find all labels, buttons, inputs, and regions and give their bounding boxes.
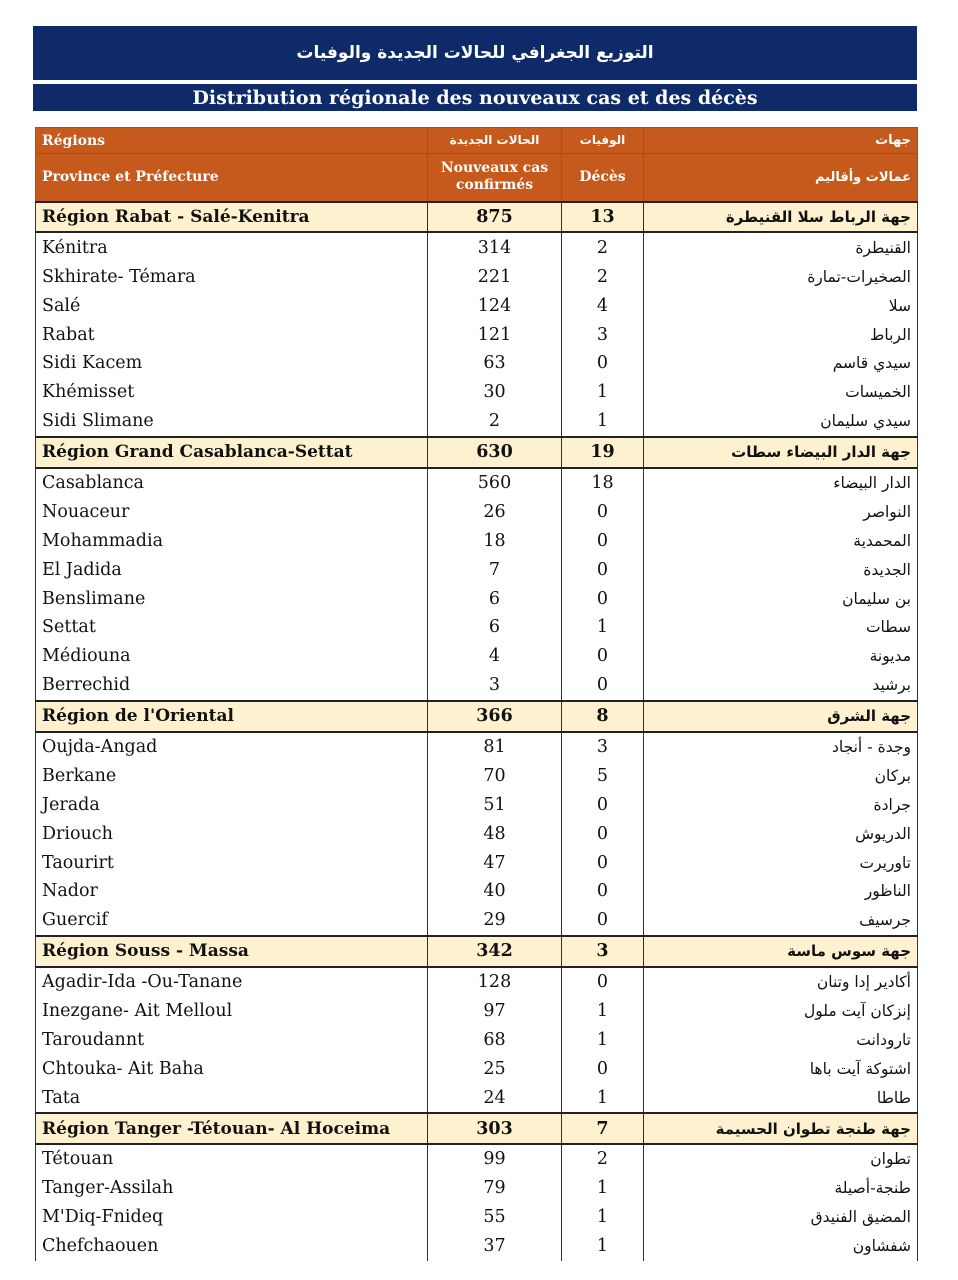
header-regions-ar: جهات [644,128,918,154]
name-ar-cell: جرادة [644,790,918,819]
name-ar-cell: طنجة-أصيلة [644,1174,918,1203]
province-row [36,906,918,936]
new-cases-cell: 70 [428,761,562,790]
province-row [36,819,918,848]
new-cases-cell: 51 [428,790,562,819]
province-row [36,790,918,819]
new-cases-cell: 26 [428,497,562,526]
province-row [36,584,918,613]
name-fr-cell: M'Diq-Fnideq [36,1203,428,1232]
province-row [36,1083,918,1113]
deaths-cell: 0 [562,877,644,906]
deaths-cell: 5 [562,761,644,790]
province-row [36,1174,918,1203]
name-fr-cell: Khémisset [36,378,428,407]
region-row [36,1113,918,1144]
name-ar-cell: تطوان [644,1144,918,1174]
deaths-cell: 7 [562,1113,644,1144]
name-ar-cell: برشيد [644,671,918,701]
province-row [36,1054,918,1083]
name-ar-cell: وجدة - أنجاد [644,732,918,762]
deaths-cell: 0 [562,584,644,613]
name-fr-cell: Tata [36,1083,428,1113]
deaths-cell: 1 [562,997,644,1026]
province-row [36,997,918,1026]
header-deaths-fr: Décès [562,154,644,202]
name-fr-cell: Skhirate- Témara [36,262,428,291]
name-fr-cell: Berkane [36,761,428,790]
name-fr-cell: Taourirt [36,848,428,877]
name-ar-cell: الدار البيضاء [644,468,918,498]
name-fr-cell: Guercif [36,906,428,936]
name-fr-cell: Médiouna [36,642,428,671]
name-fr-cell: Chefchaouen [36,1232,428,1261]
province-row [36,1025,918,1054]
header-province-fr: Province et Préfecture [36,154,428,202]
name-fr-cell: Rabat [36,320,428,349]
name-ar-cell: المضيق الفنيدق [644,1203,918,1232]
deaths-cell: 0 [562,819,644,848]
province-row [36,349,918,378]
province-row [36,642,918,671]
name-ar-cell: جهة سوس ماسة [644,936,918,967]
province-row [36,497,918,526]
name-fr-cell: Salé [36,291,428,320]
province-row [36,407,918,437]
new-cases-cell: 97 [428,997,562,1026]
province-row [36,232,918,262]
province-row [36,320,918,349]
province-row [36,291,918,320]
new-cases-cell: 18 [428,526,562,555]
name-fr-cell: Kénitra [36,232,428,262]
deaths-cell: 0 [562,848,644,877]
deaths-cell: 1 [562,1174,644,1203]
name-ar-cell: الخميسات [644,378,918,407]
name-ar-cell: الصخيرات-تمارة [644,262,918,291]
new-cases-cell: 81 [428,732,562,762]
name-fr-cell: Nouaceur [36,497,428,526]
title-arabic: التوزيع الجغرافي للحالات الجديدة والوفيات [33,26,917,80]
name-ar-cell: النواصر [644,497,918,526]
header-new-cases-ar: الحالات الجديدة [428,128,562,154]
province-row [36,848,918,877]
name-ar-cell: أكادير إدا وتنان [644,967,918,997]
name-fr-cell: Jerada [36,790,428,819]
new-cases-cell: 79 [428,1174,562,1203]
name-fr-cell: Driouch [36,819,428,848]
table-header [36,128,918,202]
name-fr-cell: Agadir-Ida -Ou-Tanane [36,967,428,997]
province-row [36,967,918,997]
name-ar-cell: جهة الشرق [644,701,918,732]
province-row [36,468,918,498]
name-ar-cell: مديونة [644,642,918,671]
name-ar-cell: بركان [644,761,918,790]
new-cases-cell: 99 [428,1144,562,1174]
name-fr-cell: Tanger-Assilah [36,1174,428,1203]
deaths-cell: 1 [562,407,644,437]
name-ar-cell: تارودانت [644,1025,918,1054]
deaths-cell: 3 [562,936,644,967]
new-cases-cell: 124 [428,291,562,320]
province-row [36,555,918,584]
deaths-cell: 0 [562,906,644,936]
province-row [36,1144,918,1174]
header-deaths-ar: الوفيات [562,128,644,154]
name-ar-cell: الرباط [644,320,918,349]
deaths-cell: 1 [562,613,644,642]
deaths-cell: 0 [562,642,644,671]
name-ar-cell: تاوريرت [644,848,918,877]
new-cases-cell: 55 [428,1203,562,1232]
province-row [36,761,918,790]
new-cases-cell: 47 [428,848,562,877]
deaths-cell: 0 [562,526,644,555]
name-ar-cell: شفشاون [644,1232,918,1261]
deaths-cell: 2 [562,232,644,262]
name-fr-cell: Inezgane- Ait Melloul [36,997,428,1026]
name-fr-cell: Casablanca [36,468,428,498]
name-ar-cell: إنزكان آيت ملول [644,997,918,1026]
header-new-cases-fr: Nouveaux cas confirmés [428,154,562,202]
new-cases-cell: 24 [428,1083,562,1113]
name-ar-cell: الدريوش [644,819,918,848]
deaths-cell: 0 [562,497,644,526]
deaths-cell: 0 [562,967,644,997]
distribution-table [35,127,918,1261]
name-ar-cell: سيدي قاسم [644,349,918,378]
name-ar-cell: سطات [644,613,918,642]
province-row [36,1203,918,1232]
deaths-cell: 19 [562,437,644,468]
name-fr-cell: El Jadida [36,555,428,584]
name-fr-cell: Nador [36,877,428,906]
new-cases-cell: 6 [428,584,562,613]
deaths-cell: 3 [562,732,644,762]
region-row [36,936,918,967]
name-fr-cell: Région Grand Casablanca-Settat [36,437,428,468]
name-ar-cell: بن سليمان [644,584,918,613]
name-fr-cell: Oujda-Angad [36,732,428,762]
name-fr-cell: Chtouka- Ait Baha [36,1054,428,1083]
name-ar-cell: جهة الرباط سلا القنيطرة [644,202,918,233]
deaths-cell: 1 [562,1203,644,1232]
province-row [36,732,918,762]
deaths-cell: 13 [562,202,644,233]
name-ar-cell: سيدي سليمان [644,407,918,437]
title-french: Distribution régionale des nouveaux cas et des décès [33,84,917,111]
name-ar-cell: الجديدة [644,555,918,584]
new-cases-cell: 25 [428,1054,562,1083]
name-ar-cell: جهة طنجة تطوان الحسيمة [644,1113,918,1144]
new-cases-cell: 68 [428,1025,562,1054]
deaths-cell: 4 [562,291,644,320]
name-ar-cell: الناظور [644,877,918,906]
name-fr-cell: Mohammadia [36,526,428,555]
new-cases-cell: 37 [428,1232,562,1261]
name-ar-cell: المحمدية [644,526,918,555]
name-fr-cell: Tétouan [36,1144,428,1174]
name-fr-cell: Région Rabat - Salé-Kenitra [36,202,428,233]
province-row [36,671,918,701]
name-fr-cell: Sidi Slimane [36,407,428,437]
new-cases-cell: 3 [428,671,562,701]
new-cases-cell: 6 [428,613,562,642]
name-fr-cell: Région Souss - Massa [36,936,428,967]
deaths-cell: 8 [562,701,644,732]
new-cases-cell: 875 [428,202,562,233]
name-ar-cell: جرسيف [644,906,918,936]
name-fr-cell: Taroudannt [36,1025,428,1054]
name-fr-cell: Région de l'Oriental [36,701,428,732]
province-row [36,877,918,906]
province-row [36,613,918,642]
new-cases-cell: 2 [428,407,562,437]
new-cases-cell: 40 [428,877,562,906]
province-row [36,1232,918,1261]
header-regions-fr: Régions [36,128,428,154]
name-ar-cell: طاطا [644,1083,918,1113]
region-row [36,437,918,468]
deaths-cell: 1 [562,1232,644,1261]
new-cases-cell: 303 [428,1113,562,1144]
deaths-cell: 3 [562,320,644,349]
province-row [36,262,918,291]
deaths-cell: 1 [562,1083,644,1113]
new-cases-cell: 4 [428,642,562,671]
deaths-cell: 18 [562,468,644,498]
name-fr-cell: Berrechid [36,671,428,701]
new-cases-cell: 342 [428,936,562,967]
name-fr-cell: Settat [36,613,428,642]
new-cases-cell: 7 [428,555,562,584]
deaths-cell: 2 [562,1144,644,1174]
province-row [36,378,918,407]
name-fr-cell: Région Tanger -Tétouan- Al Hoceima [36,1113,428,1144]
new-cases-cell: 128 [428,967,562,997]
new-cases-cell: 560 [428,468,562,498]
region-row [36,202,918,233]
name-ar-cell: القنيطرة [644,232,918,262]
deaths-cell: 0 [562,790,644,819]
name-ar-cell: اشتوكة آيت باها [644,1054,918,1083]
deaths-cell: 0 [562,1054,644,1083]
new-cases-cell: 30 [428,378,562,407]
deaths-cell: 0 [562,349,644,378]
new-cases-cell: 29 [428,906,562,936]
deaths-cell: 2 [562,262,644,291]
region-row [36,701,918,732]
new-cases-cell: 366 [428,701,562,732]
deaths-cell: 1 [562,378,644,407]
new-cases-cell: 314 [428,232,562,262]
table-body [36,202,918,1261]
deaths-cell: 1 [562,1025,644,1054]
header-province-ar: عمالات وأقاليم [644,154,918,202]
new-cases-cell: 221 [428,262,562,291]
new-cases-cell: 121 [428,320,562,349]
deaths-cell: 0 [562,555,644,584]
new-cases-cell: 630 [428,437,562,468]
new-cases-cell: 63 [428,349,562,378]
name-ar-cell: جهة الدار البيضاء سطات [644,437,918,468]
new-cases-cell: 48 [428,819,562,848]
name-ar-cell: سلا [644,291,918,320]
name-fr-cell: Sidi Kacem [36,349,428,378]
province-row [36,526,918,555]
name-fr-cell: Benslimane [36,584,428,613]
deaths-cell: 0 [562,671,644,701]
